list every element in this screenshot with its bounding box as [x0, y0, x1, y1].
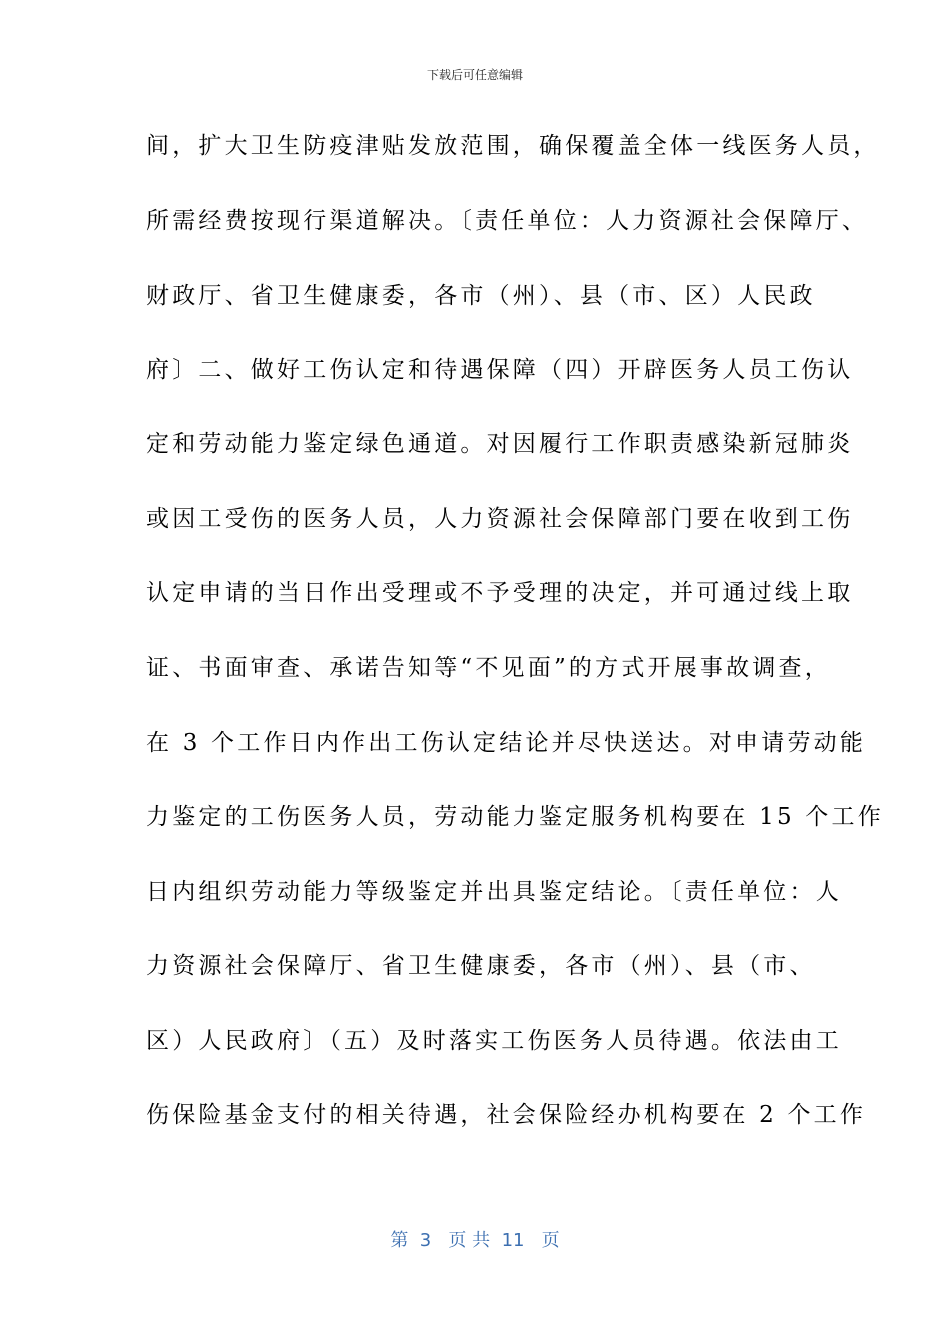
body-line-4: 府〕二、做好工伤认定和待遇保障（四）开辟医务人员工伤认 [146, 357, 854, 383]
body-line-12: 力资源社会保障厅、省卫生健康委，各市（州）、县（市、 [146, 953, 816, 979]
body-line-1: 间，扩大卫生防疫津贴发放范围，确保覆盖全体一线医务人员， [146, 133, 880, 159]
body-line-6: 或因工受伤的医务人员，人力资源社会保障部门要在收到工伤 [146, 506, 854, 532]
page-number-footer: 第 3 页 共 11 页 [390, 1230, 560, 1251]
body-line-13: 区）人民政府〕（五）及时落实工伤医务人员待遇。依法由工 [146, 1028, 842, 1054]
body-line-14: 伤保险基金支付的相关待遇，社会保险经办机构要在 2 个工作 [146, 1102, 867, 1128]
body-line-2: 所需经费按现行渠道解决。〔责任单位：人力资源社会保障厅、 [146, 208, 869, 234]
body-line-3: 财政厅、省卫生健康委，各市（州）、县（市、区）人民政 [146, 283, 816, 309]
body-line-11: 日内组织劳动能力等级鉴定并出具鉴定结论。〔责任单位：人 [146, 879, 842, 905]
body-line-5: 定和劳动能力鉴定绿色通道。对因履行工作职责感染新冠肺炎 [146, 431, 854, 457]
body-line-9: 在 3 个工作日内作出工伤认定结论并尽快送达。对申请劳动能 [146, 730, 867, 756]
page-header: 下载后可任意编辑 [426, 68, 523, 82]
body-line-10: 力鉴定的工伤医务人员，劳动能力鉴定服务机构要在 15 个工作 [146, 804, 884, 830]
body-line-7: 认定申请的当日作出受理或不予受理的决定，并可通过线上取 [146, 580, 854, 606]
body-line-8: 证、书面审查、承诺告知等“不见面”的方式开展事故调查， [146, 655, 831, 681]
